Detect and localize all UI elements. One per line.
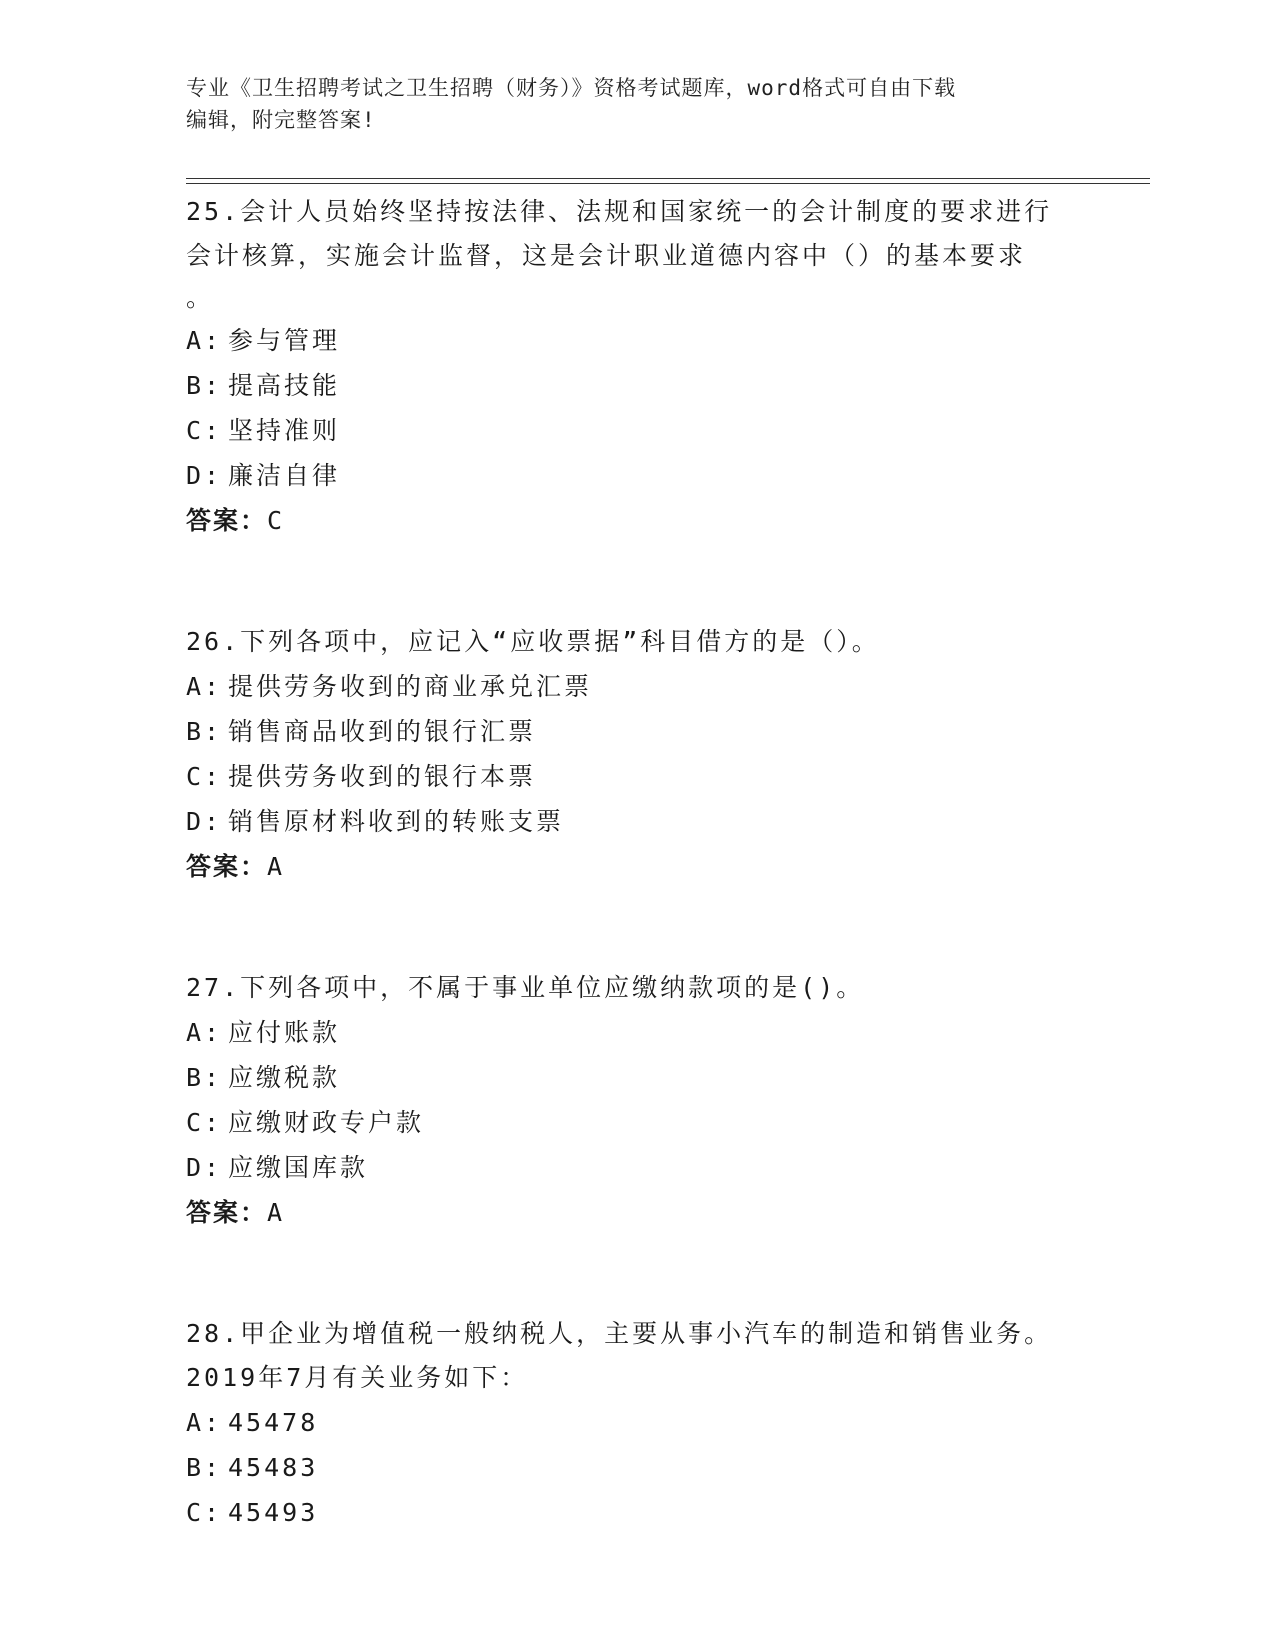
option-b (186, 1055, 1086, 1100)
option-a (186, 1010, 1086, 1055)
answer-line (186, 1190, 1086, 1236)
option-key: C: (186, 1108, 223, 1137)
option-a (186, 664, 1086, 709)
option-a (186, 318, 1086, 363)
question-25 (186, 190, 1086, 544)
option-key: A: (186, 672, 223, 701)
option-key: C: (186, 416, 223, 445)
option-text: 45483 (228, 1453, 319, 1482)
option-text: 提供劳务收到的银行本票 (228, 762, 537, 791)
option-key: D: (186, 1153, 223, 1182)
option-key: B: (186, 371, 223, 400)
option-key: A: (186, 326, 223, 355)
option-text: 坚持准则 (228, 416, 341, 445)
option-b (186, 363, 1086, 408)
header-line-1: 专业《卫生招聘考试之卫生招聘（财务）》资格考试题库，word格式可自由下载 (186, 76, 957, 100)
header-divider-top (186, 178, 1150, 179)
option-text: 应付账款 (228, 1018, 341, 1047)
option-d (186, 453, 1086, 498)
option-key: D: (186, 807, 223, 836)
option-a (186, 1400, 1086, 1445)
answer-value: A (267, 1198, 285, 1227)
option-key: C: (186, 762, 223, 791)
option-c (186, 1100, 1086, 1145)
question-stem-line: 26.下列各项中，应记入“应收票据”科目借方的是（）。 (186, 627, 880, 656)
question-stem-line: 28.甲企业为增值税一般纳税人，主要从事小汽车的制造和销售业务。 (186, 1319, 1053, 1348)
question-28 (186, 1312, 1086, 1535)
option-d (186, 799, 1086, 844)
answer-value: A (267, 852, 285, 881)
option-text: 销售商品收到的银行汇票 (228, 717, 537, 746)
option-text: 提供劳务收到的商业承兑汇票 (228, 672, 593, 701)
option-b (186, 1445, 1086, 1490)
option-c (186, 754, 1086, 799)
option-key: C: (186, 1498, 223, 1527)
answer-label: 答案： (186, 1198, 268, 1227)
option-text: 销售原材料收到的转账支票 (228, 807, 565, 836)
answer-label: 答案： (186, 852, 268, 881)
option-text: 参与管理 (228, 326, 341, 355)
option-text: 廉洁自律 (228, 461, 341, 490)
question-27 (186, 966, 1086, 1236)
option-key: B: (186, 1063, 223, 1092)
question-list (186, 190, 1086, 1535)
option-d (186, 1145, 1086, 1190)
question-stem-line: 27.下列各项中，不属于事业单位应缴纳款项的是()。 (186, 973, 865, 1002)
option-key: B: (186, 717, 223, 746)
header-divider-bottom (186, 183, 1150, 184)
option-text: 应缴税款 (228, 1063, 341, 1092)
question-stem-line: 2019年7月有关业务如下： (186, 1363, 529, 1392)
question-26 (186, 620, 1086, 890)
option-c (186, 408, 1086, 453)
option-b (186, 709, 1086, 754)
answer-value: C (267, 506, 285, 535)
question-stem-line: 会计核算，实施会计监督，这是会计职业道德内容中（）的基本要求 (186, 241, 1027, 270)
option-text: 45493 (228, 1498, 319, 1527)
option-key: B: (186, 1453, 223, 1482)
option-text: 应缴国库款 (228, 1153, 369, 1182)
option-key: D: (186, 461, 223, 490)
question-stem-line: 。 (186, 283, 212, 312)
option-text: 提高技能 (228, 371, 341, 400)
answer-line (186, 498, 1086, 544)
answer-label: 答案： (186, 506, 268, 535)
option-text: 45478 (228, 1408, 319, 1437)
option-key: A: (186, 1408, 223, 1437)
document-header (186, 72, 1086, 136)
option-key: A: (186, 1018, 223, 1047)
question-stem-line: 25.会计人员始终坚持按法律、法规和国家统一的会计制度的要求进行 (186, 197, 1053, 226)
answer-line (186, 844, 1086, 890)
option-text: 应缴财政专户款 (228, 1108, 425, 1137)
option-c (186, 1490, 1086, 1535)
header-line-2: 编辑，附完整答案! (186, 108, 376, 132)
